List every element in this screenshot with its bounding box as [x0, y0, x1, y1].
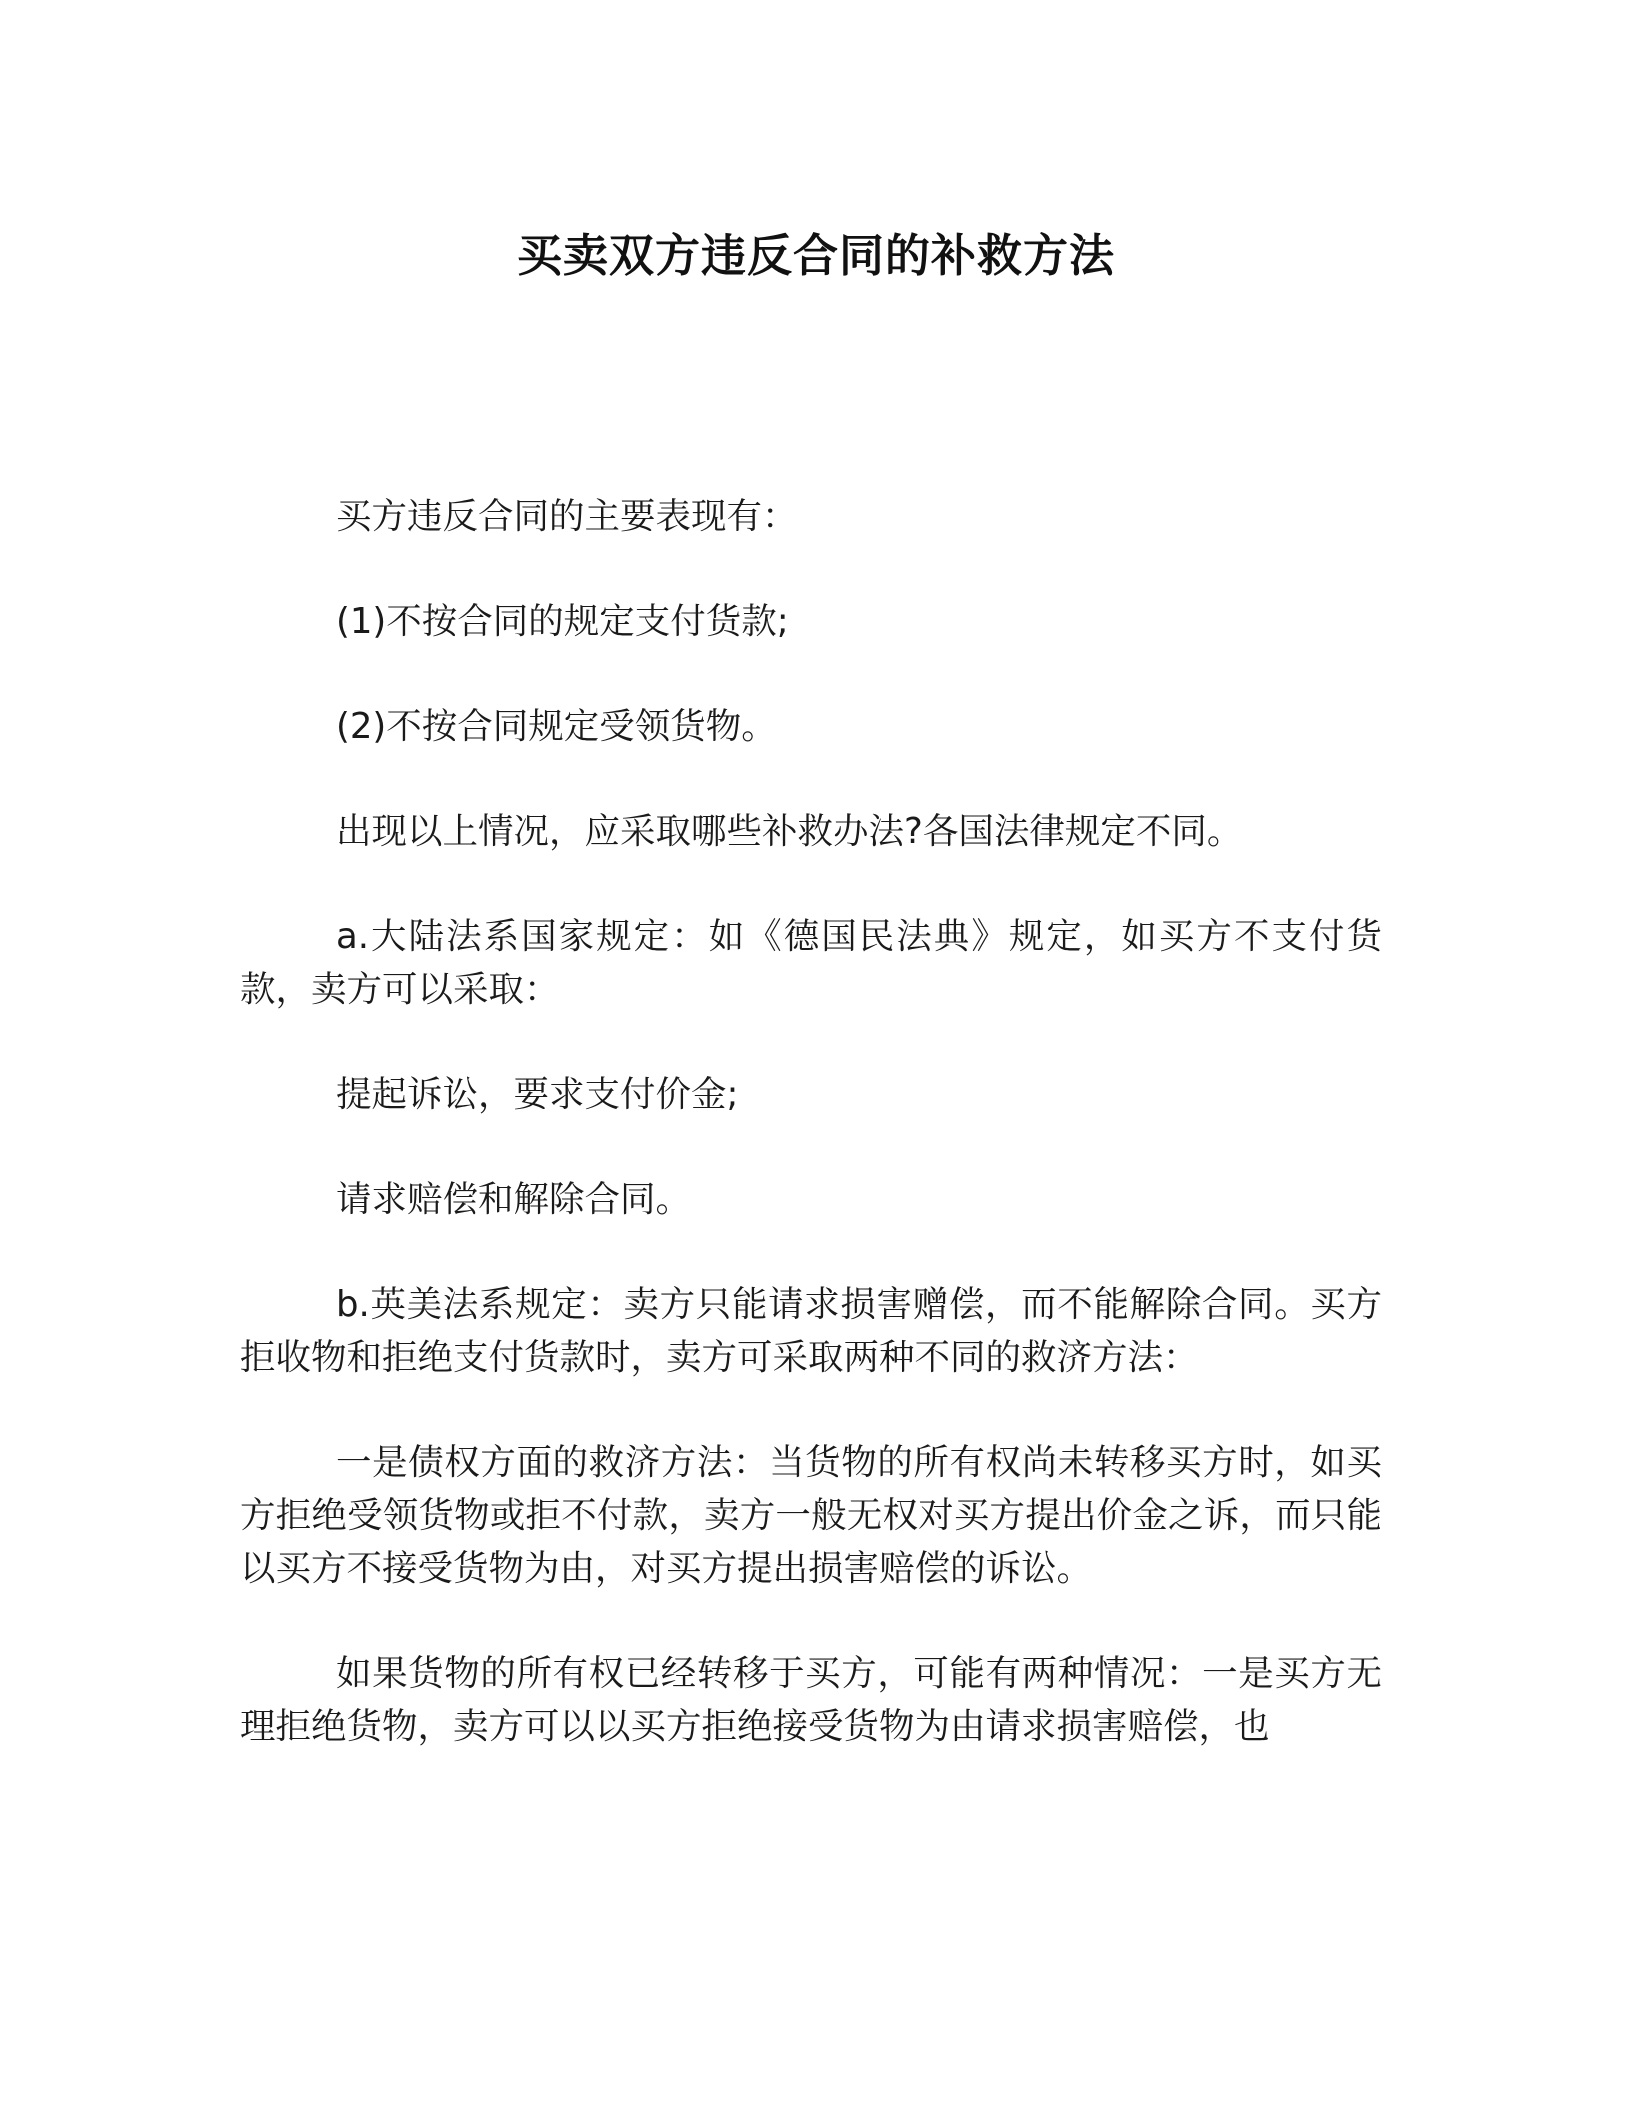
paragraph-civil-law: a.大陆法系国家规定：如《德国民法典》规定，如买方不支付货款，卖方可以采取： [240, 916, 1382, 1010]
paragraph-ownership-transferred: 如果货物的所有权已经转移于买方，可能有两种情况：一是买方无理拒绝货物，卖方可以以买方拒绝接受货物为由请求损害赔偿，也 [240, 1653, 1382, 1747]
paragraph-item-1: (1)不按合同的规定支付货款; [336, 601, 789, 642]
paragraph-buyer-breach-intro: 买方违反合同的主要表现有： [336, 496, 798, 537]
paragraph-compensation: 请求赔偿和解除合同。 [336, 1179, 692, 1220]
document-title: 买卖双方违反合同的补救方法 [516, 229, 1115, 282]
paragraph-creditor-remedy: 一是债权方面的救济方法：当货物的所有权尚未转移买方时，如买方拒绝受领货物或拒不付款，卖方一般无权对买方提出价金之诉，而只能以买方不接受货物为由，对买方提出损害赔偿的诉讼。 [240, 1442, 1382, 1589]
paragraph-common-law: b.英美法系规定：卖方只能请求损害赠偿，而不能解除合同。买方拒收物和拒绝支付货款时，卖方可采取两种不同的救济方法： [240, 1284, 1382, 1378]
document-body [240, 490, 1382, 1805]
paragraph-lawsuit: 提起诉讼，要求支付价金; [336, 1074, 739, 1115]
paragraph-item-2: (2)不按合同规定受领货物。 [336, 706, 777, 747]
paragraph-remedy-question: 出现以上情况，应采取哪些补救办法?各国法律规定不同。 [336, 811, 1243, 852]
